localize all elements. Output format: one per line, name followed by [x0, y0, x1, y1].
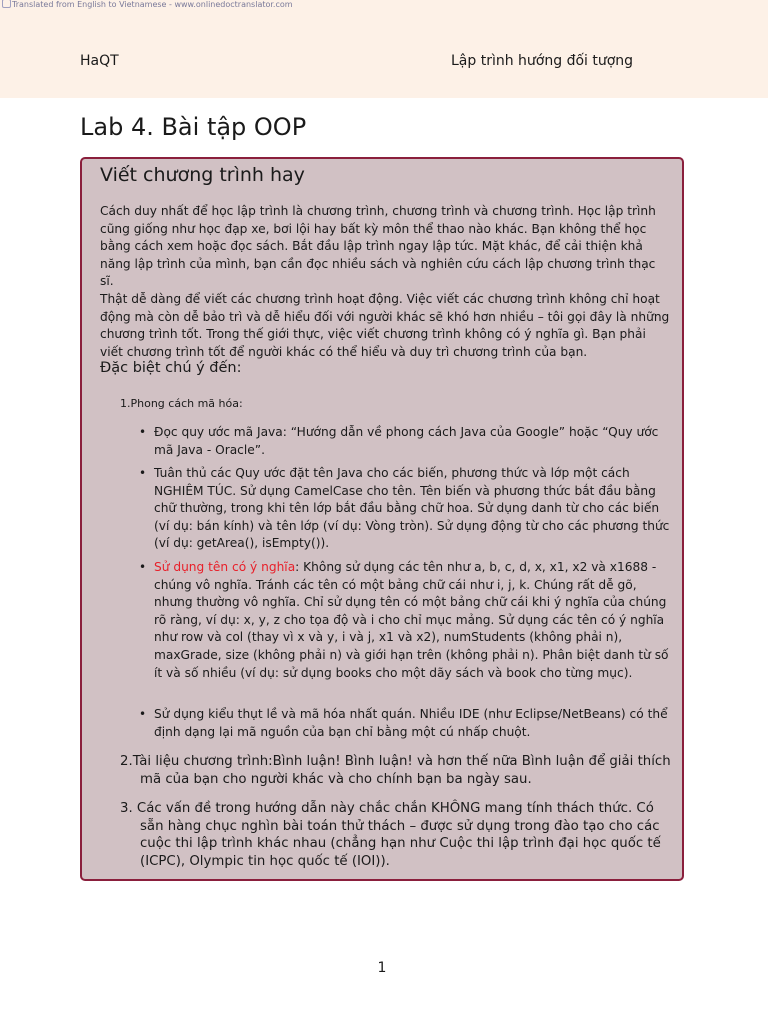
list-item-text: Đọc quy ước mã Java: “Hướng dẫn về phong cách Java của Google” hoặc “Quy ước mã Java - Oracle”. [154, 425, 659, 457]
bullet-icon: • [139, 466, 147, 480]
document-icon [2, 0, 11, 8]
numbered-item-problems [120, 800, 674, 870]
bullet-icon: • [139, 560, 147, 574]
page-header [0, 0, 768, 98]
list-item [139, 559, 674, 682]
header-course-title: Lập trình hướng đối tượng [451, 53, 634, 69]
item-text: Tài liệu chương trình:Bình luận! Bình luận! và hơn thế nữa Bình luận để giải thích mã của bạn cho người khác và cho chính bạn ba ngày sau. [132, 754, 671, 787]
bullet-icon: • [139, 425, 147, 439]
list-item-text: : Không sử dụng các tên như a, b, c, d, x, x1, x2 và x1688 - chúng vô nghĩa. Tránh các tên có một bảng chữ cái như i, j, k. Chúng rất dễ gõ, nhưng thường vô nghĩa. Chỉ sử dụng tên có một bảng chữ cái khi ý nghĩa của chúng rõ ràng, ví dụ: x, y, z cho tọa độ và i cho chỉ mục mảng. Sử dụng các tên có ý nghĩa như row và col (thay vì x và y, i và j, x1 và x2), numStudents (không phải n), maxGrade, size (không phải n) và giới hạn trên (không phải n). Phân biệt danh từ số ít và số nhiều (ví dụ: sử dụng books cho một dãy sách và book cho từng mục). [154, 560, 669, 680]
item-number: 2. [120, 754, 133, 769]
list-item-text: Tuân thủ các Quy ước đặt tên Java cho các biến, phương thức và lớp một cách NGHIÊM TÚC. Sử dụng CamelCase cho tên. Tên biến và phương thức bắt đầu bằng chữ thường, trong khi tên lớp bắt đầu bằng chữ hoa. Sử dụng danh từ cho các biến (ví dụ: bán kính) và tên lớp (ví dụ: Vòng tròn). Sử dụng động từ cho các phương thức (ví dụ: getArea(), isEmpty()). [154, 466, 670, 551]
paragraph-good-programs: Thật dễ dàng để viết các chương trình hoạt động. Việc viết các chương trình không chỉ hoạt động mà còn dễ bảo trì và dễ hiểu đối với người khác sẽ khó hơn nhiều – tôi gọi đây là những chương trình tốt. Trong thế giới thực, việc viết chương trình không có ý nghĩa gì. Bạn phải viết chương trình tốt để người khác có thể hiểu và duy trì chương trình của bạn. [100, 292, 670, 359]
list-item-highlight: Sử dụng tên có ý nghĩa [154, 560, 296, 574]
numbered-item-documentation [120, 753, 674, 788]
translation-notice[interactable] [2, 0, 293, 10]
item-number: 3. [120, 801, 133, 816]
header-author: HaQT [80, 53, 119, 69]
list-item [139, 424, 674, 459]
list-item-text: Sử dụng kiểu thụt lề và mã hóa nhất quán. Nhiều IDE (như Eclipse/NetBeans) có thể định dạng lại mã nguồn của bạn chỉ bằng một cú nhấp chuột. [154, 707, 668, 739]
translation-notice-text: Translated from English to Vietnamese - www.onlinedoctranslator.com [12, 0, 293, 9]
page-number: 1 [377, 960, 387, 976]
item-text: Các vấn đề trong hướng dẫn này chắc chắn KHÔNG mang tính thách thức. Có sẵn hàng chục nghìn bài toán thử thách – được sử dụng trong đào tạo cho các cuộc thi lập trình khác nhau (chẳng hạn như Cuộc thi lập trình đại học quốc tế (ICPC), Olympic tin học quốc tế (IOI)). [132, 801, 661, 869]
list-item [139, 465, 674, 553]
bullet-icon: • [139, 707, 147, 721]
paragraph-intro: Cách duy nhất để học lập trình là chương trình, chương trình và chương trình. Học lập trình cũng giống như học đạp xe, bơi lội hay bất kỳ môn thể thao nào khác. Bạn không thể học bằng cách xem hoặc đọc sách. Bắt đầu lập trình ngay lập tức. Mặt khác, để cải thiện khả năng lập trình của mình, bạn cần đọc nhiều sách và nghiên cứu cách lập chương trình thạc sĩ. [100, 204, 656, 288]
list-item [139, 706, 674, 741]
box-heading: Viết chương trình hay [100, 164, 305, 186]
coding-style-heading: 1.Phong cách mã hóa: [120, 397, 243, 410]
content-box [80, 157, 684, 881]
special-attention-label: Đặc biệt chú ý đến: [100, 360, 242, 376]
page-title: Lab 4. Bài tập OOP [80, 113, 307, 141]
